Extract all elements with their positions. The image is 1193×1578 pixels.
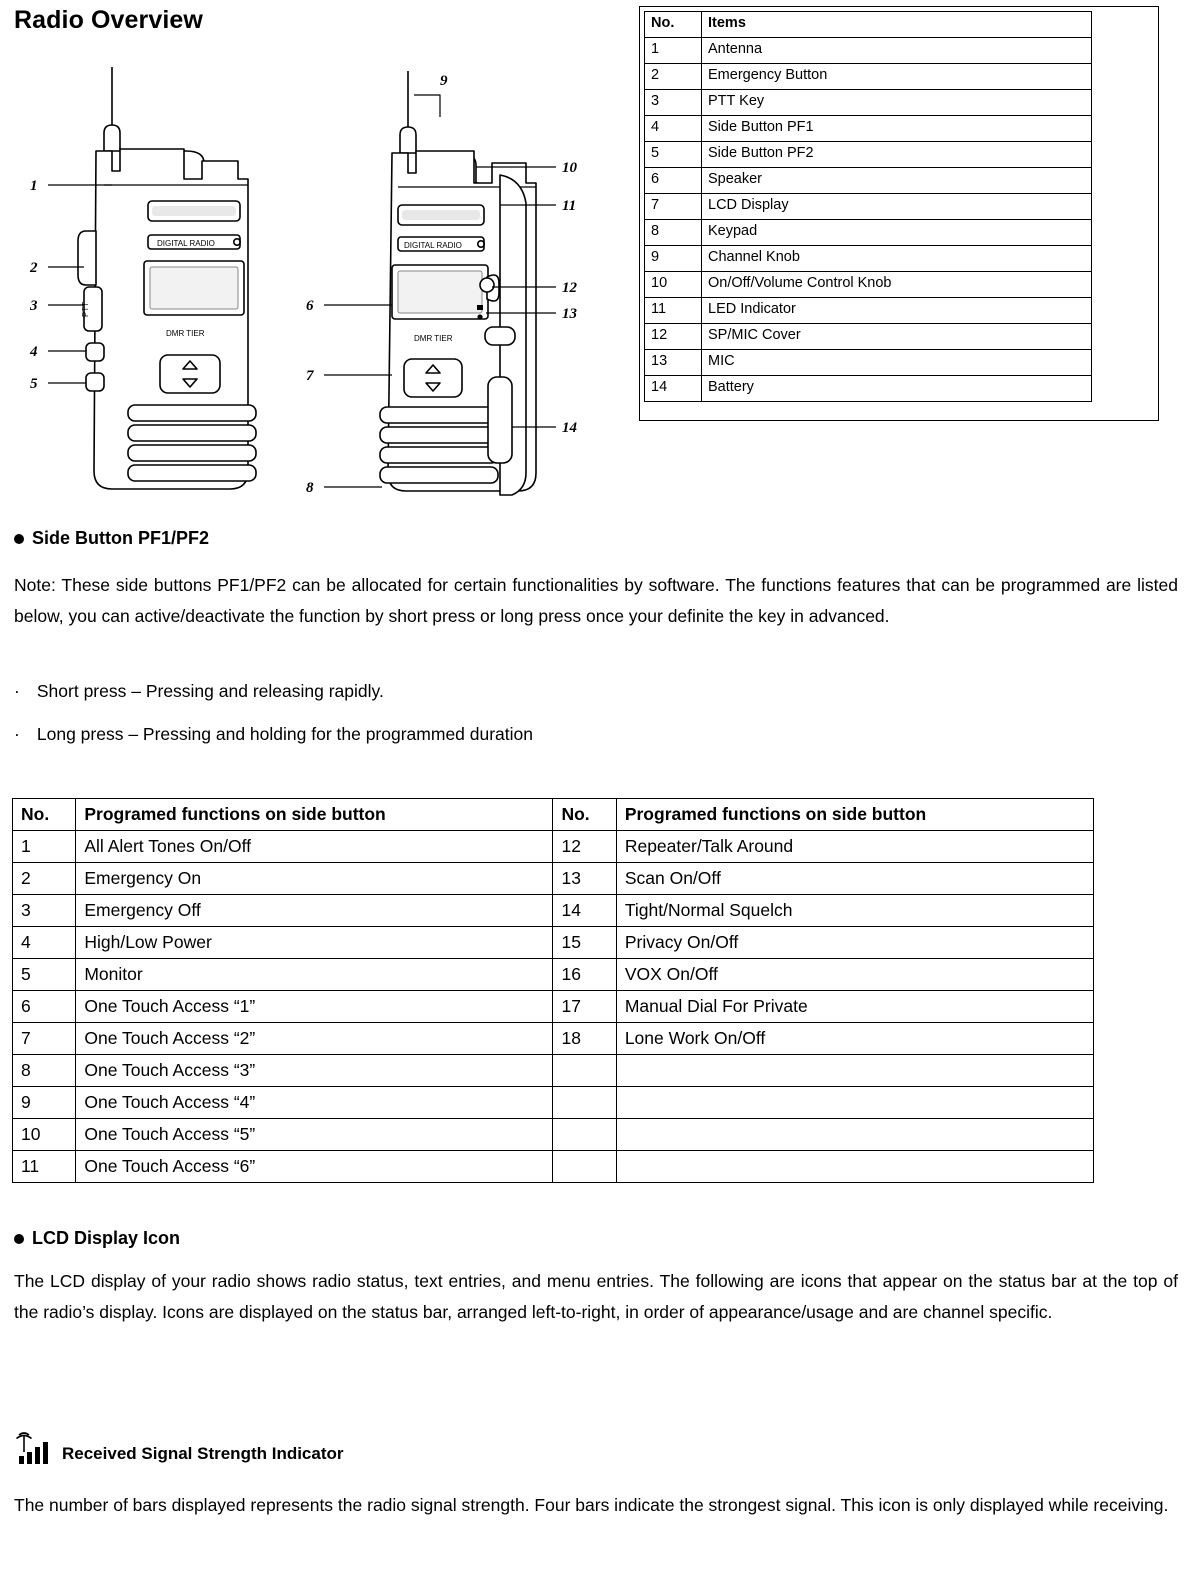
bullet-dot-icon: [14, 534, 24, 544]
long-press-line: [14, 720, 533, 748]
svg-text:3: 3: [30, 298, 38, 314]
svg-text:8: 8: [306, 480, 314, 496]
items-cell-no: 4: [645, 116, 702, 142]
table-row: [645, 168, 1092, 194]
items-cell-name: LCD Display: [702, 194, 1092, 220]
items-cell-name: LED Indicator: [702, 298, 1092, 324]
fn-no-left: 11: [13, 1151, 76, 1183]
svg-text:4: 4: [30, 344, 38, 360]
svg-text:5: 5: [30, 376, 38, 392]
items-header-no: No.: [645, 12, 702, 38]
table-header-row: [13, 799, 1094, 831]
programmed-functions-table: [12, 798, 1094, 1183]
long-press-text: Long press – Pressing and holding for the programmed duration: [36, 724, 534, 744]
functions-header-no-right: No.: [553, 799, 616, 831]
items-cell-name: Battery: [702, 376, 1092, 402]
items-cell-no: 7: [645, 194, 702, 220]
short-press-line: [14, 677, 384, 705]
fn-no-left: 10: [13, 1119, 76, 1151]
items-cell-no: 2: [645, 64, 702, 90]
svg-text:9: 9: [440, 73, 448, 89]
fn-label-right: [616, 1087, 1093, 1119]
bullet-dot-icon: [14, 1234, 24, 1244]
fn-no-left: 7: [13, 1023, 76, 1055]
items-cell-name: PTT Key: [702, 90, 1092, 116]
bullet-char-icon: ·: [14, 724, 20, 744]
items-cell-no: 1: [645, 38, 702, 64]
items-cell-name: SP/MIC Cover: [702, 324, 1092, 350]
fn-label-left: One Touch Access “3”: [76, 1055, 553, 1087]
fn-no-left: 4: [13, 927, 76, 959]
fn-label-right: Scan On/Off: [616, 863, 1093, 895]
items-cell-name: Emergency Button: [702, 64, 1092, 90]
functions-header-no-left: No.: [13, 799, 76, 831]
fn-no-left: 1: [13, 831, 76, 863]
fn-label-left: All Alert Tones On/Off: [76, 831, 553, 863]
fn-no-right: 16: [553, 959, 616, 991]
table-row: [645, 90, 1092, 116]
svg-text:12: 12: [562, 280, 577, 296]
items-cell-no: 3: [645, 90, 702, 116]
fn-no-right: 18: [553, 1023, 616, 1055]
bullet-char-icon: ·: [14, 681, 20, 701]
table-row: [645, 298, 1092, 324]
table-row: [645, 64, 1092, 90]
items-cell-no: 6: [645, 168, 702, 194]
page-title: Radio Overview: [14, 6, 203, 34]
fn-no-left: 8: [13, 1055, 76, 1087]
fn-label-right: Repeater/Talk Around: [616, 831, 1093, 863]
svg-text:14: 14: [562, 420, 577, 436]
radio-overview-figure: [0, 55, 640, 515]
svg-text:2: 2: [30, 260, 38, 276]
fn-no-left: 6: [13, 991, 76, 1023]
fn-no-right: 15: [553, 927, 616, 959]
fn-no-right: [553, 1087, 616, 1119]
svg-text:7: 7: [306, 368, 314, 384]
fn-no-left: 3: [13, 895, 76, 927]
rssi-icon-row: [14, 1430, 344, 1466]
lcd-heading-text: LCD Display Icon: [32, 1228, 181, 1248]
items-cell-no: 12: [645, 324, 702, 350]
table-row: [645, 142, 1092, 168]
fn-label-left: High/Low Power: [76, 927, 553, 959]
fn-label-left: One Touch Access “1”: [76, 991, 553, 1023]
items-table: [644, 11, 1092, 402]
items-cell-name: MIC: [702, 350, 1092, 376]
table-row: [645, 246, 1092, 272]
svg-text:6: 6: [306, 298, 314, 314]
side-button-section-heading: [14, 528, 209, 549]
fn-label-left: Monitor: [76, 959, 553, 991]
table-row: [645, 38, 1092, 64]
fn-label-right: [616, 1151, 1093, 1183]
table-row: [13, 1151, 1094, 1183]
fn-no-right: [553, 1119, 616, 1151]
items-cell-no: 9: [645, 246, 702, 272]
items-cell-name: Keypad: [702, 220, 1092, 246]
lcd-display-icon-heading: [14, 1228, 180, 1249]
table-row: [13, 895, 1094, 927]
svg-text:DMR TIER: DMR TIER: [414, 334, 453, 343]
functions-header-fn-right: Programed functions on side button: [616, 799, 1093, 831]
fn-label-right: [616, 1055, 1093, 1087]
lcd-description-paragraph: The LCD display of your radio shows radio status, text entries, and menu entries. The following are icons that appear on the status bar at the top of the radio’s display. Icons are displayed on the status bar, arranged left-to-right, in order of appearance/usage and are channel specific.: [14, 1271, 1178, 1322]
fn-no-right: [553, 1151, 616, 1183]
table-row: [13, 1087, 1094, 1119]
table-row: [645, 220, 1092, 246]
fn-no-right: 14: [553, 895, 616, 927]
svg-text:10: 10: [562, 160, 577, 176]
fn-no-right: [553, 1055, 616, 1087]
table-row: [645, 350, 1092, 376]
fn-label-left: One Touch Access “4”: [76, 1087, 553, 1119]
items-cell-name: Channel Knob: [702, 246, 1092, 272]
side-button-heading-text: Side Button PF1/PF2: [32, 528, 210, 548]
items-cell-no: 14: [645, 376, 702, 402]
fn-no-right: 17: [553, 991, 616, 1023]
table-row: [13, 1055, 1094, 1087]
items-cell-no: 8: [645, 220, 702, 246]
items-cell-name: Antenna: [702, 38, 1092, 64]
functions-header-fn-left: Programed functions on side button: [76, 799, 553, 831]
table-row: [645, 116, 1092, 142]
items-header-items: Items: [702, 12, 1092, 38]
short-press-text: Short press – Pressing and releasing rapidly.: [36, 681, 384, 701]
fn-label-right: VOX On/Off: [616, 959, 1093, 991]
fn-label-right: Tight/Normal Squelch: [616, 895, 1093, 927]
table-row: [13, 831, 1094, 863]
fn-no-right: 12: [553, 831, 616, 863]
table-row: [645, 376, 1092, 402]
svg-text:DMR TIER: DMR TIER: [166, 329, 205, 338]
fn-no-left: 5: [13, 959, 76, 991]
table-row: [645, 324, 1092, 350]
svg-text:1: 1: [30, 178, 38, 194]
fn-label-left: Emergency Off: [76, 895, 553, 927]
items-cell-no: 5: [645, 142, 702, 168]
fn-label-left: One Touch Access “2”: [76, 1023, 553, 1055]
signal-strength-icon: [14, 1430, 54, 1466]
table-row: [13, 959, 1094, 991]
table-row: [645, 272, 1092, 298]
table-header-row: [645, 12, 1092, 38]
table-row: [13, 991, 1094, 1023]
items-cell-name: Side Button PF1: [702, 116, 1092, 142]
svg-text:13: 13: [562, 306, 577, 322]
table-row: [645, 194, 1092, 220]
side-button-note-paragraph: Note: These side buttons PF1/PF2 can be allocated for certain functionalities by software. The functions features that can be programmed are listed below, you can active/deactivate the function by short press or long press once your definite the key in advanced.: [14, 575, 1178, 626]
table-row: [13, 863, 1094, 895]
fn-label-left: One Touch Access “5”: [76, 1119, 553, 1151]
items-cell-no: 10: [645, 272, 702, 298]
items-cell-no: 13: [645, 350, 702, 376]
items-cell-no: 11: [645, 298, 702, 324]
table-row: [13, 1119, 1094, 1151]
fn-label-right: Lone Work On/Off: [616, 1023, 1093, 1055]
table-row: [13, 927, 1094, 959]
svg-text:PTT: PTT: [81, 301, 90, 317]
svg-text:DIGITAL RADIO: DIGITAL RADIO: [404, 241, 462, 250]
rssi-description-paragraph: The number of bars displayed represents the radio signal strength. Four bars indicate the strongest signal. This icon is only displayed while receiving.: [14, 1495, 1169, 1515]
fn-label-right: [616, 1119, 1093, 1151]
fn-no-left: 2: [13, 863, 76, 895]
fn-label-left: Emergency On: [76, 863, 553, 895]
items-cell-name: Side Button PF2: [702, 142, 1092, 168]
fn-no-left: 9: [13, 1087, 76, 1119]
fn-no-right: 13: [553, 863, 616, 895]
fn-label-left: One Touch Access “6”: [76, 1151, 553, 1183]
rssi-label: Received Signal Strength Indicator: [62, 1444, 344, 1463]
svg-text:11: 11: [562, 198, 577, 214]
table-row: [13, 1023, 1094, 1055]
svg-text:DIGITAL RADIO: DIGITAL RADIO: [157, 239, 215, 248]
items-cell-name: Speaker: [702, 168, 1092, 194]
items-table-box: [639, 6, 1159, 421]
items-cell-name: On/Off/Volume Control Knob: [702, 272, 1092, 298]
fn-label-right: Privacy On/Off: [616, 927, 1093, 959]
fn-label-right: Manual Dial For Private: [616, 991, 1093, 1023]
